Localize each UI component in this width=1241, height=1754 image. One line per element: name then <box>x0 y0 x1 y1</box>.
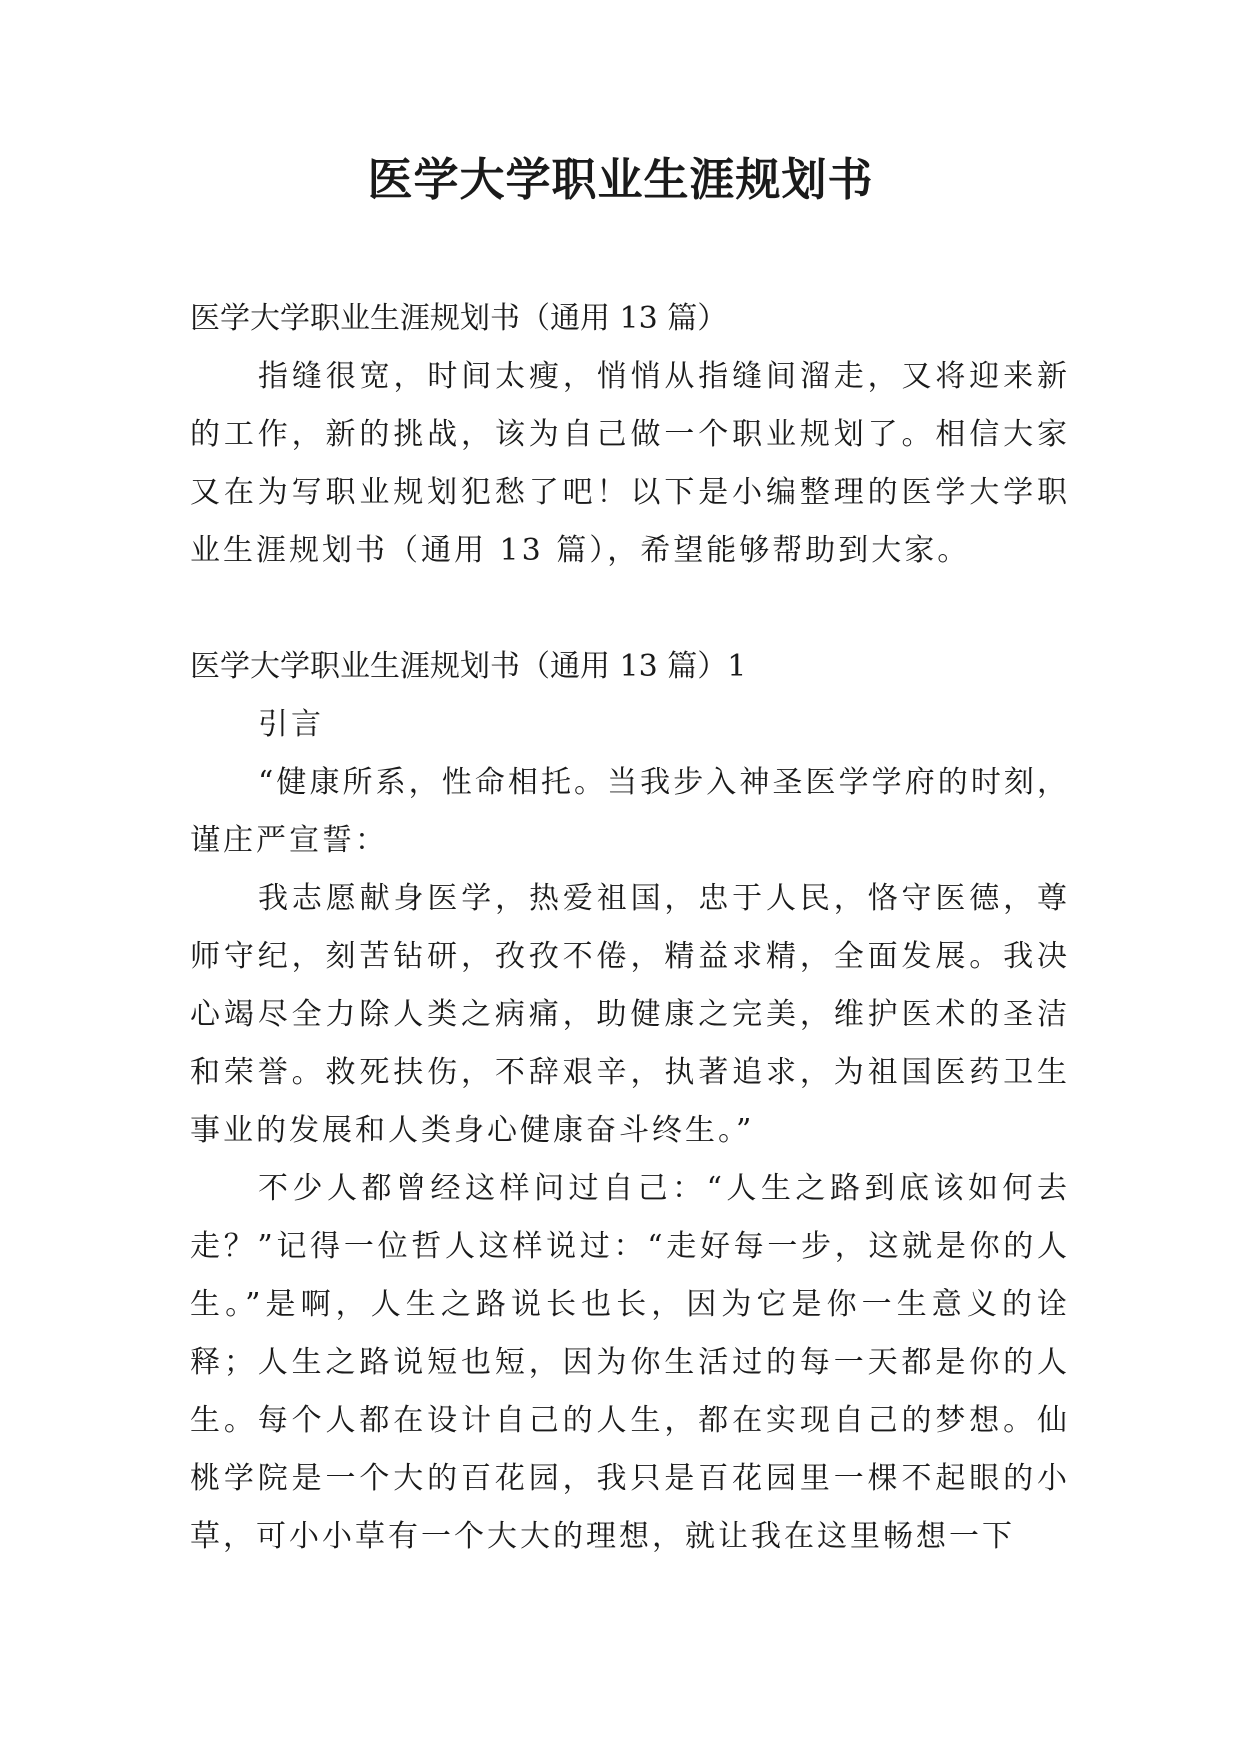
intro-paragraph: 指缝很宽，时间太瘦，悄悄从指缝间溜走，又将迎来新的工作，新的挑战，该为自己做一个职业规划了。相信大家又在为写职业规划犯愁了吧！以下是小编整理的医学大学职业生涯规划书（通用 13 篇），希望能够帮助到大家。 <box>190 359 1070 568</box>
section-gap <box>190 580 1070 638</box>
body-paragraph: 不少人都曾经这样问过自己：“人生之路到底该如何去走？”记得一位哲人这样说过：“走好每一步，这就是你的人生。”是啊，人生之路说长也长，因为它是你一生意义的诠释；人生之路说短也短，因为你生活过的每一天都是你的人生。每个人都在设计自己的人生，都在实现自己的梦想。仙桃学院是一个大的百花园，我只是百花园里一棵不起眼的小草，可小小草有一个大大的理想，就让我在这里畅想一下 <box>190 1171 1070 1554</box>
document-body <box>190 290 1070 1566</box>
document-subtitle: 医学大学职业生涯规划书（通用 13 篇） <box>190 301 728 336</box>
document-title: 医学大学职业生涯规划书 <box>367 153 874 206</box>
section-heading: 医学大学职业生涯规划书（通用 13 篇）1 <box>190 649 747 684</box>
oath-paragraph-2: 我志愿献身医学，热爱祖国，忠于人民，恪守医德，尊师守纪，刻苦钻研，孜孜不倦，精益求精，全面发展。我决心竭尽全力除人类之病痛，助健康之完美，维护医术的圣洁和荣誉。救死扶伤，不辞艰辛，执著追求，为祖国医药卫生事业的发展和人类身心健康奋斗终生。” <box>190 881 1070 1148</box>
section-label: 引言 <box>258 707 324 742</box>
oath-paragraph-1: “健康所系，性命相托。当我步入神圣医学学府的时刻，谨庄严宣誓： <box>190 765 1070 858</box>
